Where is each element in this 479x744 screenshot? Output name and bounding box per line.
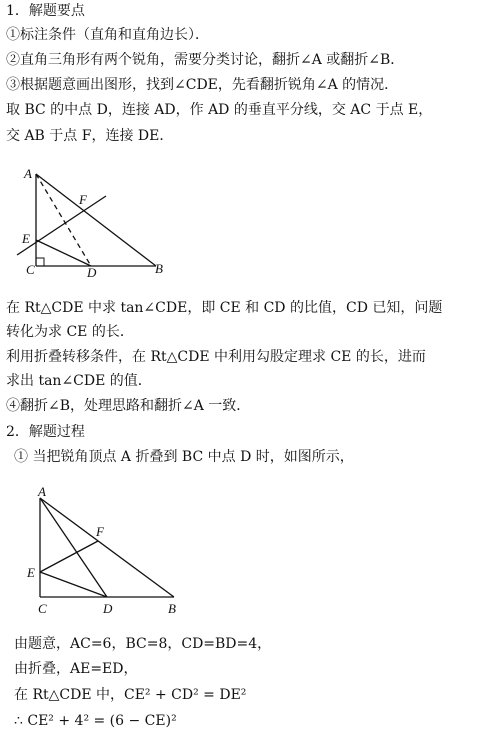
label-E: E: [27, 565, 35, 580]
segment-EF: [40, 541, 98, 572]
point-1: ①标注条件（直角和直角边长）．: [6, 27, 209, 43]
segment-ED: [40, 572, 107, 597]
right-angle-mark: [36, 258, 44, 266]
label-A: A: [24, 166, 32, 181]
analysis-3: 利用折叠转移条件，在 Rt△CDE 中利用勾股定理求 CE 的长，进而: [6, 349, 426, 365]
analysis-1: 在 Rt△CDE 中求 tan∠CDE，即 CE 和 CD 的比值，CD 已知，问题: [6, 300, 443, 316]
point-3-detail-2: 交 AB 于点 F，连接 DE．: [6, 128, 174, 144]
label-F: F: [79, 192, 87, 207]
point-3: ③根据题意画出图形，找到∠CDE，先看翻折锐角∠A 的情况．: [6, 77, 399, 93]
label-C: C: [26, 262, 35, 277]
label-B: B: [168, 601, 176, 616]
figure-1-diagram: [10, 160, 180, 280]
analysis-4: 求出 tan∠CDE 的值．: [6, 373, 152, 389]
point-2: ②直角三角形有两个锐角，需要分类讨论，翻折∠A 或翻折∠B．: [6, 52, 405, 68]
label-E: E: [22, 231, 30, 246]
given-1: 由题意，AC=6，BC=8，CD=BD=4，: [14, 636, 272, 652]
figure-2-diagram: [24, 484, 204, 619]
segment-AD-dashed: [36, 174, 91, 266]
pythagoras-equation: 在 Rt△CDE 中，CE² + CD² = DE²: [14, 687, 247, 703]
label-D: D: [103, 601, 113, 616]
label-B: B: [155, 261, 163, 276]
segment-AD: [40, 498, 107, 597]
label-C: C: [38, 601, 47, 616]
given-2: 由折叠，AE=ED，: [14, 661, 138, 677]
point-3-detail-1: 取 BC 的中点 D，连接 AD，作 AD 的垂直平分线，交 AC 于点 E，: [6, 102, 433, 118]
section1-heading: 1．解题要点: [6, 3, 85, 19]
section2-heading: 2．解题过程: [6, 424, 85, 440]
label-A: A: [38, 484, 46, 499]
segment-AB: [40, 498, 174, 597]
analysis-2: 转化为求 CE 的长．: [6, 324, 134, 340]
point-4: ④翻折∠B，处理思路和翻折∠A 一致．: [6, 398, 251, 414]
substituted-equation: ∴ CE² + 4² = (6 − CE)²: [14, 713, 177, 729]
perpendicular-bisector: [17, 196, 106, 255]
label-F: F: [96, 524, 104, 539]
label-D: D: [87, 265, 97, 280]
case-1: ① 当把锐角顶点 A 折叠到 BC 中点 D 时，如图所示，: [14, 449, 354, 465]
segment-AB: [36, 174, 156, 266]
